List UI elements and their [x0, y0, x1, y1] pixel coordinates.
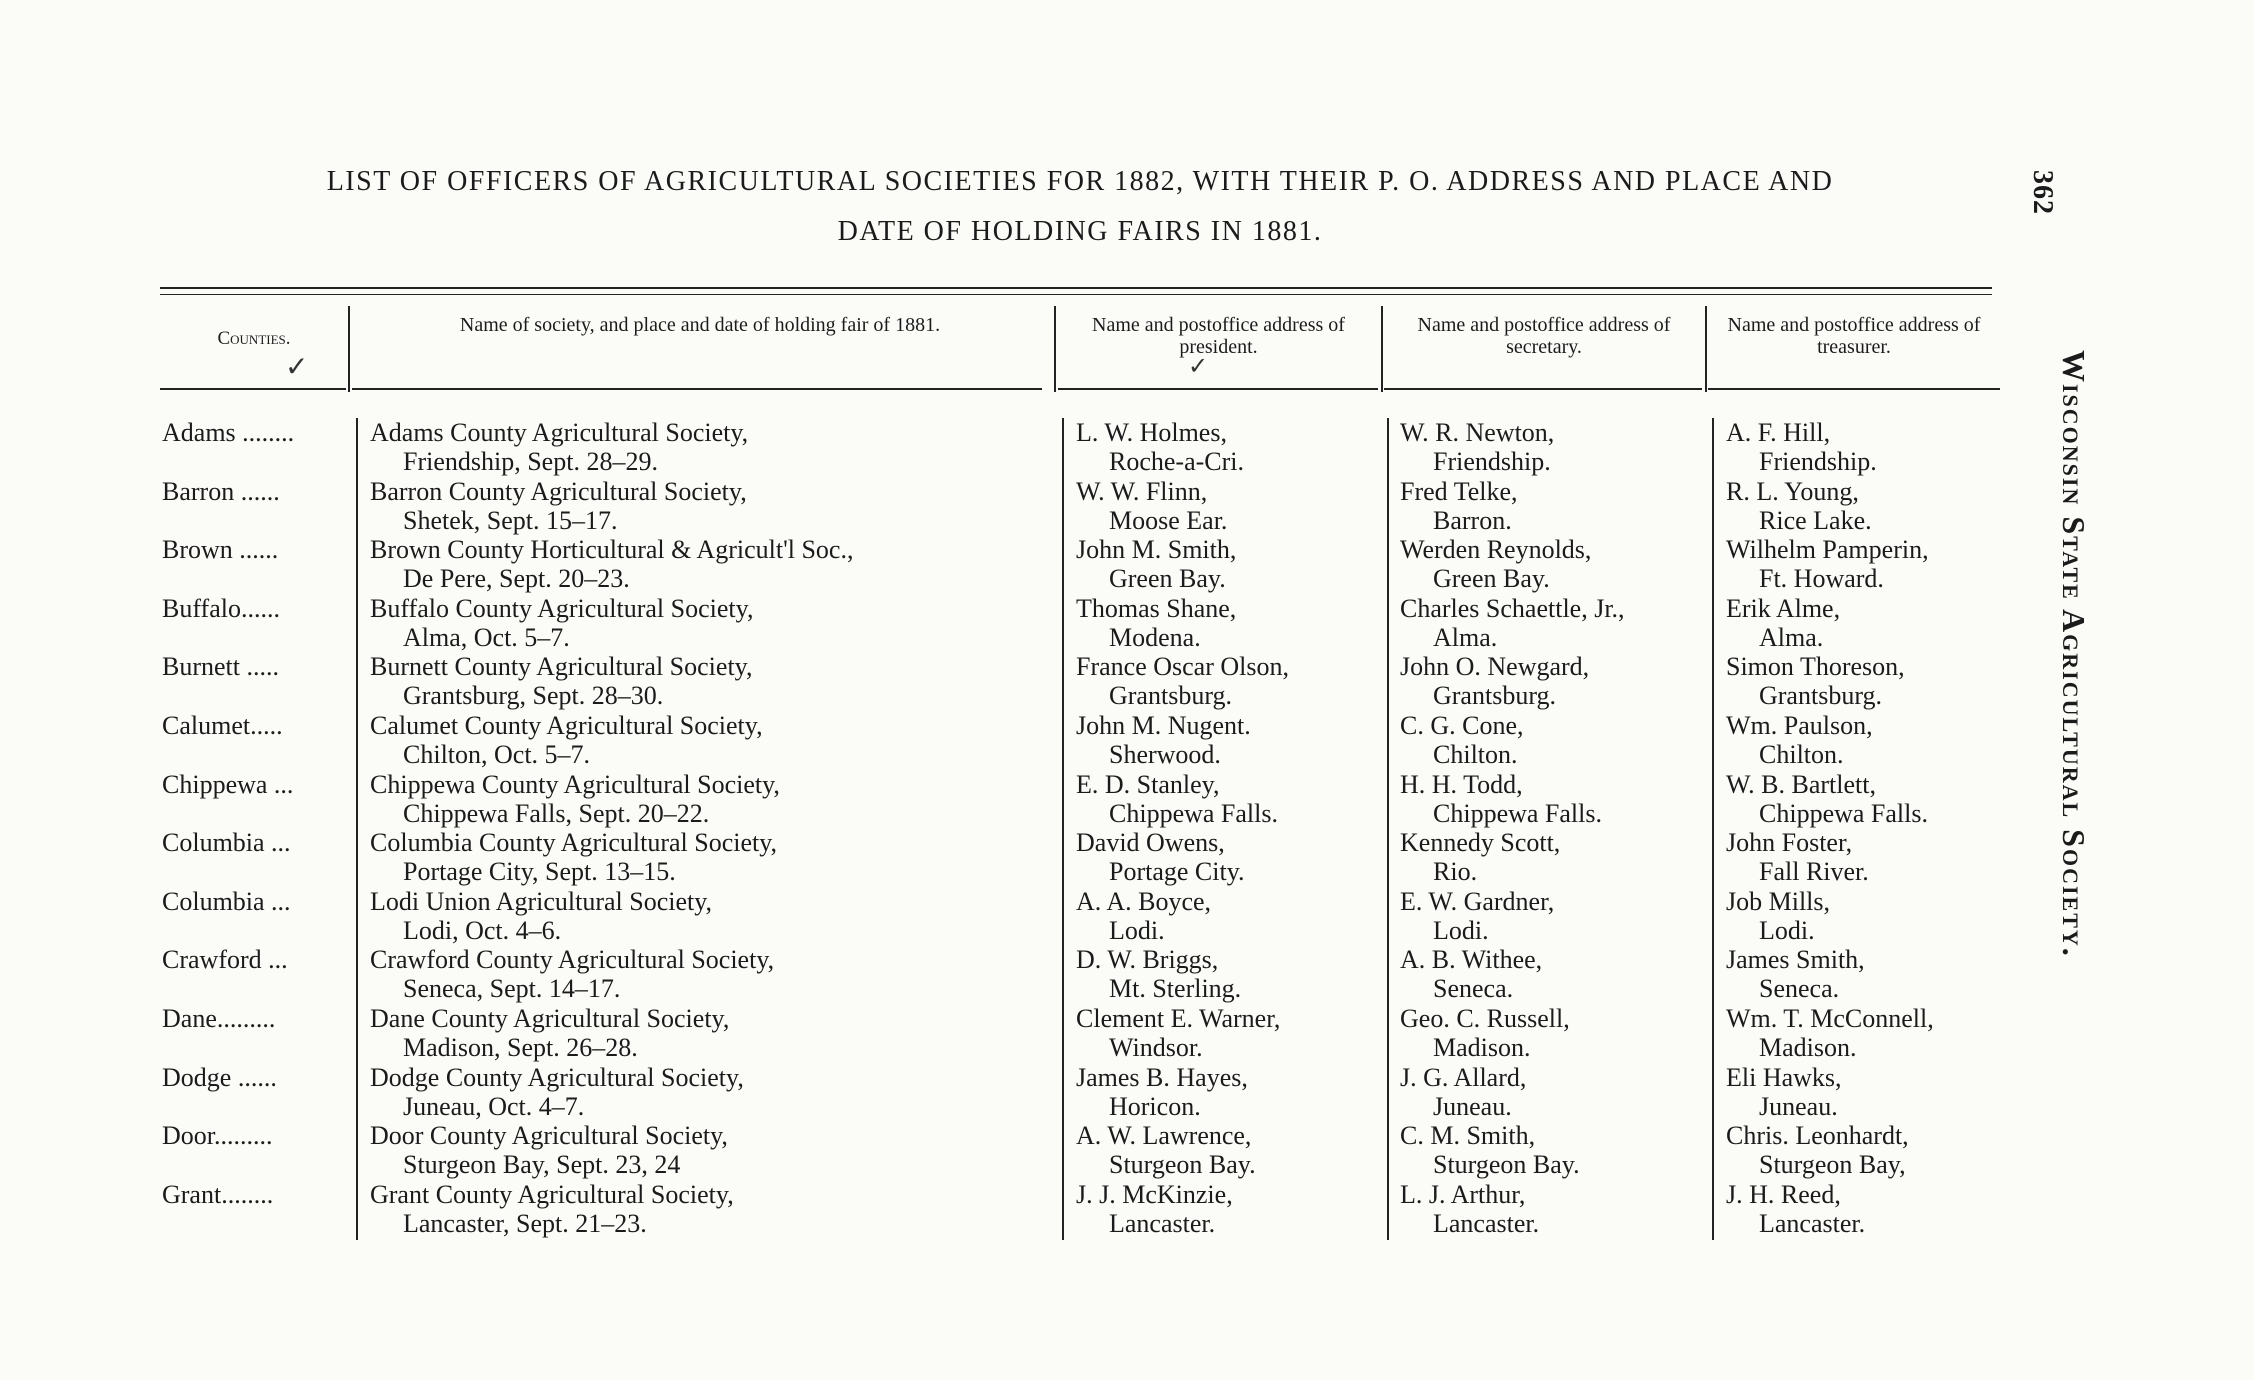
- society-name: Dane County Agricultural Society,: [370, 1004, 730, 1033]
- page-title-line-1: LIST OF OFFICERS OF AGRICULTURAL SOCIETIES FOR 1882, WITH THEIR P. O. ADDRESS AND PLACE AND: [326, 166, 1834, 197]
- treasurer-cell: [1726, 887, 1830, 945]
- society-detail: Lodi, Oct. 4–6.: [403, 915, 562, 945]
- treasurer-name: A. F. Hill,: [1726, 418, 1831, 447]
- table-row: [0, 887, 2254, 945]
- society-cell: [370, 711, 763, 769]
- society-cell: [370, 418, 748, 476]
- secretary-name: Geo. C. Russell,: [1400, 1004, 1570, 1033]
- president-detail: Windsor.: [1109, 1033, 1203, 1062]
- treasurer-name: W. B. Bartlett,: [1726, 769, 1876, 799]
- secretary-detail: Lancaster.: [1433, 1208, 1540, 1238]
- president-cell: [1076, 418, 1244, 476]
- treasurer-cell: [1726, 1121, 1909, 1179]
- secretary-name: Werden Reynolds,: [1400, 535, 1592, 565]
- county-cell: [162, 652, 279, 681]
- county-name: Grant........: [162, 1179, 274, 1209]
- president-name: Clement E. Warner,: [1076, 1004, 1281, 1033]
- treasurer-name: R. L. Young,: [1726, 476, 1859, 506]
- society-name: Dodge County Agricultural Society,: [370, 1062, 744, 1092]
- secretary-detail: Grantsburg.: [1433, 681, 1557, 711]
- secretary-cell: [1400, 477, 1518, 535]
- secretary-cell: [1400, 535, 1591, 593]
- running-head-text: Wisconsin State Agricultural Society.: [2056, 350, 2092, 958]
- county-cell: [162, 945, 288, 974]
- county-name: Dodge ......: [162, 1062, 277, 1092]
- table-row: [0, 594, 2254, 652]
- secretary-detail: Lodi.: [1433, 915, 1489, 945]
- treasurer-name: Eli Hawks,: [1726, 1062, 1842, 1092]
- treasurer-name: John Foster,: [1726, 828, 1853, 858]
- top-rule-thin: [160, 294, 1992, 295]
- secretary-detail: Madison.: [1433, 1033, 1531, 1062]
- secretary-name: A. B. Withee,: [1400, 945, 1543, 975]
- secretary-cell: [1400, 594, 1625, 652]
- president-cell: [1076, 477, 1227, 535]
- treasurer-cell: [1726, 711, 1873, 769]
- county-name: Buffalo......: [162, 593, 280, 623]
- society-cell: [370, 945, 774, 1003]
- society-name: Door County Agricultural Society,: [370, 1121, 728, 1151]
- society-cell: [370, 1180, 734, 1238]
- secretary-name: W. R. Newton,: [1400, 418, 1555, 447]
- president-detail: Lancaster.: [1109, 1208, 1216, 1238]
- county-name: Door.........: [162, 1121, 273, 1151]
- secretary-detail: Chippewa Falls.: [1433, 798, 1602, 828]
- treasurer-detail: Rice Lake.: [1759, 505, 1872, 535]
- society-detail: De Pere, Sept. 20–23.: [403, 564, 630, 594]
- president-detail: Horicon.: [1109, 1091, 1201, 1121]
- table-row: [0, 418, 2254, 476]
- secretary-name: L. J. Arthur,: [1400, 1179, 1526, 1209]
- president-cell: [1076, 945, 1241, 1003]
- treasurer-cell: [1726, 945, 1865, 1003]
- president-cell: [1076, 887, 1211, 945]
- header-secretary: Name and postoffice address of secretary.: [1417, 314, 1671, 358]
- society-name: Crawford County Agricultural Society,: [370, 945, 775, 975]
- society-name: Burnett County Agricultural Society,: [370, 652, 753, 682]
- president-cell: [1076, 594, 1236, 652]
- county-cell: [162, 887, 291, 916]
- secretary-name: John O. Newgard,: [1400, 652, 1590, 682]
- president-name: E. D. Stanley,: [1076, 769, 1220, 799]
- treasurer-name: Wilhelm Pamperin,: [1726, 535, 1929, 565]
- header-underline: [160, 388, 346, 390]
- secretary-name: E. W. Gardner,: [1400, 886, 1555, 916]
- secretary-cell: [1400, 770, 1602, 828]
- secretary-cell: [1400, 945, 1542, 1003]
- county-name: Barron ......: [162, 476, 280, 506]
- treasurer-cell: [1726, 1004, 1934, 1062]
- president-detail: Green Bay.: [1109, 564, 1226, 594]
- treasurer-cell: [1726, 652, 1905, 710]
- president-cell: [1076, 535, 1236, 593]
- treasurer-name: Wm. T. McConnell,: [1726, 1004, 1934, 1033]
- page-title-line-2: DATE OF HOLDING FAIRS IN 1881.: [837, 216, 1323, 247]
- society-name: Brown County Horticultural & Agricult'l Soc.,: [370, 535, 854, 565]
- county-cell: [162, 1004, 275, 1033]
- treasurer-detail: Alma.: [1759, 622, 1824, 652]
- table-row: [0, 1063, 2254, 1121]
- county-name: Burnett .....: [162, 652, 279, 682]
- column-divider: [1381, 306, 1383, 392]
- treasurer-cell: [1726, 1180, 1865, 1238]
- county-name: Crawford ...: [162, 945, 288, 975]
- president-cell: [1076, 1180, 1233, 1238]
- header-counties: Counties.: [217, 328, 291, 349]
- president-cell: [1076, 1063, 1248, 1121]
- president-name: A. A. Boyce,: [1076, 886, 1212, 916]
- secretary-name: C. M. Smith,: [1400, 1121, 1536, 1151]
- president-name: J. J. McKinzie,: [1076, 1179, 1233, 1209]
- society-cell: [370, 887, 712, 945]
- county-cell: [162, 711, 283, 740]
- header-underline: [1708, 388, 2000, 390]
- secretary-name: Charles Schaettle, Jr.,: [1400, 593, 1625, 623]
- secretary-detail: Juneau.: [1433, 1091, 1512, 1121]
- secretary-detail: Alma.: [1433, 622, 1498, 652]
- top-rule: [160, 287, 1992, 289]
- treasurer-cell: [1726, 535, 1929, 593]
- header-president: Name and postoffice address of president.: [1092, 314, 1345, 358]
- treasurer-name: Erik Alme,: [1726, 593, 1841, 623]
- header-underline: [352, 388, 1042, 390]
- society-detail: Friendship, Sept. 28–29.: [403, 447, 658, 476]
- county-cell: [162, 418, 294, 447]
- society-detail: Madison, Sept. 26–28.: [403, 1033, 638, 1062]
- treasurer-detail: Juneau.: [1759, 1091, 1838, 1121]
- president-name: David Owens,: [1076, 828, 1225, 858]
- treasurer-detail: Chilton.: [1759, 740, 1844, 769]
- county-cell: [162, 535, 278, 564]
- treasurer-name: Chris. Leonhardt,: [1726, 1121, 1909, 1151]
- president-detail: Chippewa Falls.: [1109, 798, 1278, 828]
- secretary-detail: Sturgeon Bay.: [1433, 1150, 1580, 1180]
- column-divider: [1705, 306, 1707, 392]
- secretary-cell: [1400, 1063, 1526, 1121]
- secretary-cell: [1400, 418, 1554, 476]
- table-row: [0, 1121, 2254, 1179]
- president-detail: Sturgeon Bay.: [1109, 1150, 1256, 1180]
- society-name: Columbia County Agricultural Society,: [370, 828, 778, 858]
- header-underline: [1058, 388, 1378, 390]
- secretary-name: H. H. Todd,: [1400, 769, 1523, 799]
- county-name: Calumet.....: [162, 711, 283, 740]
- president-cell: [1076, 711, 1251, 769]
- society-detail: Chilton, Oct. 5–7.: [403, 740, 591, 769]
- treasurer-name: Job Mills,: [1726, 886, 1831, 916]
- society-name: Grant County Agricultural Society,: [370, 1179, 734, 1209]
- table-row: [0, 711, 2254, 769]
- treasurer-detail: Ft. Howard.: [1759, 564, 1884, 594]
- secretary-cell: [1400, 887, 1554, 945]
- president-cell: [1076, 770, 1278, 828]
- treasurer-detail: Sturgeon Bay,: [1759, 1150, 1906, 1180]
- society-cell: [370, 770, 780, 828]
- president-detail: Portage City.: [1109, 857, 1245, 887]
- county-name: Adams ........: [162, 418, 295, 447]
- president-detail: Sherwood.: [1109, 740, 1221, 769]
- society-cell: [370, 594, 753, 652]
- county-cell: [162, 1180, 273, 1209]
- president-detail: Grantsburg.: [1109, 681, 1233, 711]
- treasurer-name: James Smith,: [1726, 945, 1865, 975]
- treasurer-detail: Grantsburg.: [1759, 681, 1883, 711]
- secretary-cell: [1400, 1121, 1580, 1179]
- society-name: Calumet County Agricultural Society,: [370, 711, 763, 740]
- secretary-detail: Seneca.: [1433, 974, 1514, 1004]
- society-cell: [370, 652, 752, 710]
- table-row: [0, 535, 2254, 593]
- county-cell: [162, 828, 291, 857]
- table-row: [0, 477, 2254, 535]
- president-detail: Roche-a-Cri.: [1109, 447, 1245, 476]
- president-name: A. W. Lawrence,: [1076, 1121, 1252, 1151]
- president-name: W. W. Flinn,: [1076, 476, 1208, 506]
- president-name: James B. Hayes,: [1076, 1062, 1248, 1092]
- table-row: [0, 770, 2254, 828]
- president-cell: [1076, 1121, 1256, 1179]
- society-cell: [370, 828, 777, 886]
- secretary-name: Kennedy Scott,: [1400, 828, 1561, 858]
- society-detail: Portage City, Sept. 13–15.: [403, 857, 676, 887]
- society-cell: [370, 535, 853, 593]
- treasurer-name: Simon Thoreson,: [1726, 652, 1905, 682]
- president-cell: [1076, 652, 1289, 710]
- secretary-cell: [1400, 1180, 1539, 1238]
- secretary-cell: [1400, 652, 1589, 710]
- county-name: Chippewa ...: [162, 769, 294, 799]
- president-name: Thomas Shane,: [1076, 593, 1237, 623]
- society-name: Buffalo County Agricultural Society,: [370, 593, 754, 623]
- president-detail: Moose Ear.: [1109, 505, 1228, 535]
- treasurer-cell: [1726, 1063, 1842, 1121]
- treasurer-detail: Fall River.: [1759, 857, 1869, 887]
- secretary-name: J. G. Allard,: [1400, 1062, 1527, 1092]
- president-name: John M. Nugent.: [1076, 711, 1251, 740]
- county-cell: [162, 1121, 273, 1150]
- secretary-name: Fred Telke,: [1400, 476, 1518, 506]
- secretary-detail: Rio.: [1433, 857, 1478, 887]
- treasurer-detail: Friendship.: [1759, 447, 1877, 476]
- header-underline: [1384, 388, 1702, 390]
- society-detail: Seneca, Sept. 14–17.: [403, 974, 621, 1004]
- treasurer-cell: [1726, 477, 1872, 535]
- president-detail: Modena.: [1109, 622, 1201, 652]
- treasurer-name: J. H. Reed,: [1726, 1179, 1841, 1209]
- treasurer-detail: Chippewa Falls.: [1759, 798, 1928, 828]
- page-number: 362: [2027, 170, 2058, 215]
- column-divider: [348, 306, 350, 392]
- treasurer-cell: [1726, 828, 1869, 886]
- county-name: Brown ......: [162, 535, 279, 565]
- society-detail: Grantsburg, Sept. 28–30.: [403, 681, 664, 711]
- society-detail: Chippewa Falls, Sept. 20–22.: [403, 798, 710, 828]
- table-row: [0, 828, 2254, 886]
- county-cell: [162, 594, 280, 623]
- society-name: Chippewa County Agricultural Society,: [370, 769, 780, 799]
- table-row: [0, 1180, 2254, 1238]
- column-divider: [1054, 306, 1056, 392]
- president-name: John M. Smith,: [1076, 535, 1237, 565]
- secretary-detail: Green Bay.: [1433, 564, 1550, 594]
- secretary-cell: [1400, 828, 1560, 886]
- president-cell: [1076, 828, 1245, 886]
- secretary-detail: Chilton.: [1433, 740, 1518, 769]
- county-name: Columbia ...: [162, 886, 291, 916]
- society-cell: [370, 1004, 729, 1062]
- society-detail: Sturgeon Bay, Sept. 23, 24: [403, 1150, 681, 1180]
- county-cell: [162, 1063, 277, 1092]
- society-detail: Shetek, Sept. 15–17.: [403, 505, 618, 535]
- society-name: Barron County Agricultural Society,: [370, 476, 747, 506]
- checkmark-icon: ✓: [285, 352, 309, 383]
- treasurer-cell: [1726, 418, 1877, 476]
- society-detail: Juneau, Oct. 4–7.: [403, 1091, 585, 1121]
- president-name: L. W. Holmes,: [1076, 418, 1227, 447]
- treasurer-detail: Madison.: [1759, 1033, 1857, 1062]
- header-treasurer: Name and postoffice address of treasurer.: [1727, 314, 1981, 358]
- president-detail: Mt. Sterling.: [1109, 974, 1242, 1004]
- society-cell: [370, 1063, 744, 1121]
- treasurer-detail: Lodi.: [1759, 915, 1815, 945]
- treasurer-detail: Lancaster.: [1759, 1208, 1866, 1238]
- society-detail: Lancaster, Sept. 21–23.: [403, 1208, 647, 1238]
- treasurer-cell: [1726, 770, 1928, 828]
- secretary-cell: [1400, 711, 1524, 769]
- county-cell: [162, 477, 280, 506]
- treasurer-detail: Seneca.: [1759, 974, 1840, 1004]
- secretary-detail: Friendship.: [1433, 447, 1551, 476]
- society-name: Adams County Agricultural Society,: [370, 418, 749, 447]
- secretary-name: C. G. Cone,: [1400, 711, 1524, 740]
- president-name: France Oscar Olson,: [1076, 652, 1289, 682]
- county-cell: [162, 770, 293, 799]
- county-name: Columbia ...: [162, 828, 291, 858]
- president-name: D. W. Briggs,: [1076, 945, 1219, 975]
- society-detail: Alma, Oct. 5–7.: [403, 622, 570, 652]
- treasurer-name: Wm. Paulson,: [1726, 711, 1873, 740]
- header-society: Name of society, and place and date of holding fair of 1881.: [459, 314, 941, 336]
- society-name: Lodi Union Agricultural Society,: [370, 886, 713, 916]
- secretary-cell: [1400, 1004, 1570, 1062]
- table-row: [0, 1004, 2254, 1062]
- president-detail: Lodi.: [1109, 915, 1165, 945]
- society-cell: [370, 1121, 728, 1179]
- table-row: [0, 652, 2254, 710]
- secretary-detail: Barron.: [1433, 505, 1512, 535]
- society-cell: [370, 477, 747, 535]
- county-name: Dane.........: [162, 1004, 276, 1033]
- checkmark-icon: ✓: [1188, 354, 1209, 380]
- table-row: [0, 945, 2254, 1003]
- president-cell: [1076, 1004, 1280, 1062]
- treasurer-cell: [1726, 594, 1840, 652]
